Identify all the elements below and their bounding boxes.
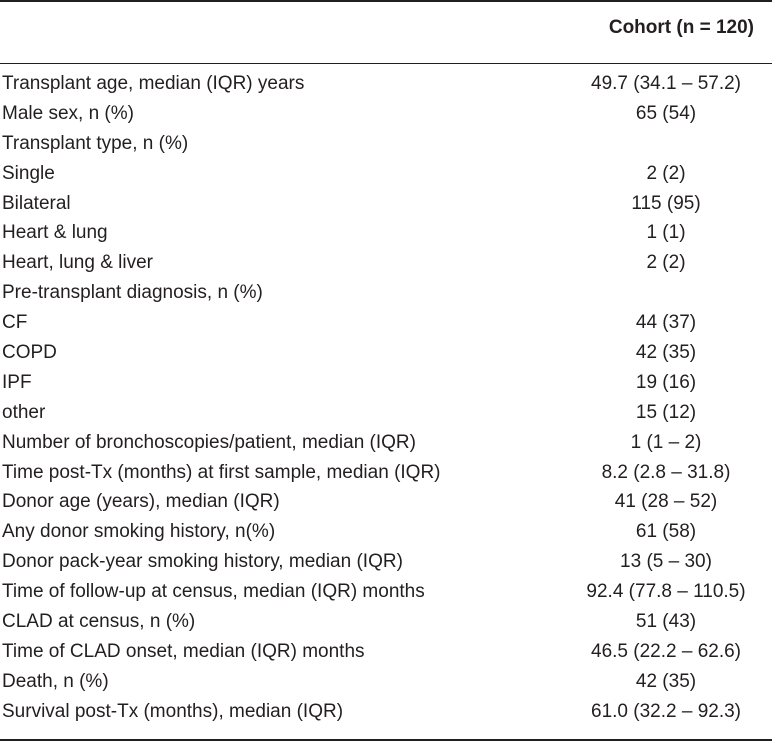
row-value: 8.2 (2.8 – 31.8) bbox=[601, 461, 731, 483]
table-row bbox=[0, 607, 772, 637]
row-value: 1 (1) bbox=[646, 222, 686, 244]
header-rule bbox=[0, 63, 772, 64]
row-label: Number of bronchoscopies/patient, median (IQR) bbox=[2, 431, 416, 453]
row-label: Time of CLAD onset, median (IQR) months bbox=[2, 640, 365, 662]
row-label: Time of follow-up at census, median (IQR) months bbox=[2, 581, 425, 603]
row-label: IPF bbox=[2, 371, 32, 393]
table-row bbox=[0, 308, 772, 338]
row-label: Heart & lung bbox=[2, 222, 108, 244]
table-row bbox=[0, 637, 772, 667]
row-value: 42 (35) bbox=[635, 342, 697, 364]
row-value: 49.7 (34.1 – 57.2) bbox=[591, 73, 741, 94]
row-label: CLAD at census, n (%) bbox=[2, 611, 196, 633]
table-row bbox=[0, 577, 772, 607]
row-label: Death, n (%) bbox=[2, 670, 109, 692]
row-label: Heart, lung & liver bbox=[2, 252, 154, 274]
row-value: 61.0 (32.2 – 92.3) bbox=[591, 700, 741, 722]
row-label: Bilateral bbox=[2, 192, 71, 214]
table-row bbox=[0, 368, 772, 398]
table-row bbox=[0, 248, 772, 278]
row-label: COPD bbox=[2, 342, 57, 364]
table-row bbox=[0, 398, 772, 428]
row-label: Time post-Tx (months) at first sample, median (IQR) bbox=[2, 461, 441, 483]
column-header-cohort: Cohort (n = 120) bbox=[608, 17, 754, 38]
row-value: 61 (58) bbox=[635, 521, 697, 543]
row-value: 13 (5 – 30) bbox=[620, 551, 712, 573]
row-label: Pre-transplant diagnosis, n (%) bbox=[2, 282, 263, 304]
table-row bbox=[0, 159, 772, 189]
table-body bbox=[0, 69, 772, 727]
row-value: 115 (95) bbox=[631, 192, 701, 214]
row-value: 41 (28 – 52) bbox=[614, 491, 718, 513]
table-row bbox=[0, 338, 772, 368]
row-value: 19 (16) bbox=[635, 371, 697, 393]
table-row bbox=[0, 667, 772, 697]
row-value: 46.5 (22.2 – 62.6) bbox=[591, 640, 741, 662]
row-value: 44 (37) bbox=[635, 312, 697, 334]
table-row bbox=[0, 189, 772, 219]
table-row bbox=[0, 458, 772, 488]
row-label: Transplant age, median (IQR) years bbox=[2, 73, 305, 94]
table-row bbox=[0, 697, 772, 727]
row-label: other bbox=[2, 401, 46, 423]
row-label: Donor age (years), median (IQR) bbox=[2, 491, 280, 513]
table-row bbox=[0, 278, 772, 308]
row-label: Any donor smoking history, n(%) bbox=[2, 521, 276, 543]
row-label: Transplant type, n (%) bbox=[2, 132, 189, 154]
row-value: 65 (54) bbox=[635, 102, 697, 124]
row-value: 42 (35) bbox=[635, 670, 697, 692]
table-row bbox=[0, 129, 772, 159]
row-label: Male sex, n (%) bbox=[2, 102, 134, 124]
row-label: CF bbox=[2, 312, 28, 334]
table-row bbox=[0, 99, 772, 129]
table-row bbox=[0, 517, 772, 547]
row-value: 92.4 (77.8 – 110.5) bbox=[586, 581, 746, 603]
row-value: 15 (12) bbox=[635, 401, 697, 423]
row-label: Single bbox=[2, 162, 55, 184]
table-row bbox=[0, 487, 772, 517]
table-top-rule bbox=[0, 0, 772, 2]
table-row bbox=[0, 218, 772, 248]
table-row bbox=[0, 547, 772, 577]
table-row bbox=[0, 69, 772, 99]
table-row bbox=[0, 428, 772, 458]
row-label: Survival post-Tx (months), median (IQR) bbox=[2, 700, 344, 722]
row-value: 2 (2) bbox=[646, 252, 686, 274]
row-value: 51 (43) bbox=[635, 611, 697, 633]
row-value: 1 (1 – 2) bbox=[630, 431, 702, 453]
row-label: Donor pack-year smoking history, median (IQR) bbox=[2, 551, 403, 573]
row-value: 2 (2) bbox=[646, 162, 686, 184]
